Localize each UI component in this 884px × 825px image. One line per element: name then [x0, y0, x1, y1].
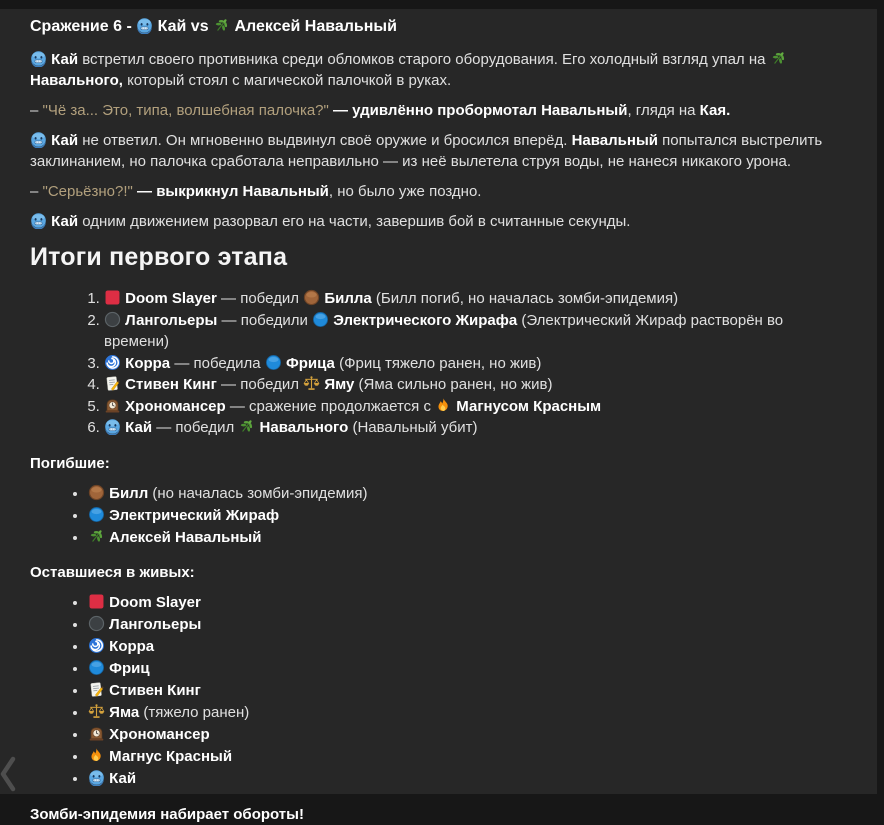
result-item: [104, 374, 851, 396]
result-item: [104, 288, 851, 310]
stage-results-heading: Итоги первого этапа: [30, 243, 288, 271]
narrative-paragraph: [30, 211, 851, 232]
bold-text: Doom Slayer: [105, 594, 201, 611]
cold-face-icon: [136, 17, 153, 34]
bold-text: Билла: [320, 290, 372, 307]
plain-text: , глядя на: [627, 102, 700, 119]
dialogue-line: [30, 100, 851, 121]
cold-face-icon: [30, 50, 47, 67]
brown-circle-icon: [88, 484, 105, 501]
bold-text: Магнус Красный: [105, 748, 233, 765]
bold-text: — удивлённо пробормотал Навальный: [328, 102, 628, 119]
plain-text: –: [30, 183, 43, 200]
plain-text: (Фриц тяжело ранен, но жив): [334, 354, 542, 372]
casualty-item: [88, 527, 851, 549]
plain-text: (тяжело ранен): [139, 704, 250, 721]
result-item: [104, 417, 851, 439]
cyclone-icon: [104, 354, 121, 371]
result-item: [104, 396, 851, 418]
plain-text: , но было уже поздно.: [328, 183, 482, 200]
herb-icon: [213, 17, 230, 34]
fire-icon: [435, 397, 452, 414]
bold-text: Навального: [255, 419, 349, 436]
bold-text: Хрономансер: [105, 726, 210, 743]
herb-icon: [238, 418, 255, 435]
cyclone-icon: [88, 637, 105, 654]
herb-icon: [770, 50, 787, 67]
bold-text: Кай: [47, 213, 79, 230]
bold-text: Фриц: [105, 660, 150, 677]
plain-text: (Яма сильно ранен, но жив): [354, 376, 553, 393]
narrative-paragraph: [30, 130, 851, 172]
plain-text: встретил своего противника среди обломков старого оборудования. Его холодный взгляд упал на: [78, 51, 770, 68]
previous-page-button[interactable]: [0, 755, 20, 793]
survivor-item: [88, 614, 851, 636]
casualties-label: [30, 453, 851, 474]
plain-text: одним движением разорвал его на части, завершив бой в считанные секунды.: [78, 213, 631, 230]
bold-text: Корра: [121, 354, 171, 372]
bold-text: Кай vs: [153, 18, 214, 35]
memo-icon: [104, 375, 121, 392]
cold-face-icon: [104, 418, 121, 435]
plain-text: (но началась зомби-эпидемия): [148, 484, 368, 502]
blue-circle-icon: [265, 354, 282, 371]
battle-results-list: [30, 288, 851, 439]
survivor-item: [88, 768, 851, 790]
survivors-label: [30, 562, 851, 583]
mantel-clock-icon: [88, 725, 105, 742]
survivor-item: [88, 680, 851, 702]
battle-title: [30, 16, 851, 37]
result-item: [104, 353, 851, 375]
bold-text: Яму: [320, 376, 355, 393]
bold-text: — выкрикнул Навальный: [132, 183, 329, 200]
bold-text: Зомби-эпидемия набирает обороты!: [30, 805, 304, 823]
bold-text: Оставшиеся в живых:: [30, 564, 195, 581]
plain-text: который стоял с магической палочкой в руках.: [122, 72, 452, 89]
plain-text: не ответил. Он мгновенно выдвинул своё оружие и бросился вперёд.: [78, 132, 572, 149]
red-square-icon: [104, 289, 121, 306]
survivor-item: [88, 746, 851, 768]
bold-text: Лангольеры: [121, 311, 218, 329]
message-content: [30, 16, 851, 825]
plain-text: попытался выстрелить заклинанием, но палочка сработала неправильно — из неё вылетела струя воды, не нанеся никакого урона.: [30, 132, 823, 170]
survivors-list: [30, 592, 851, 790]
bold-text: Doom Slayer: [121, 290, 217, 307]
quote-text: "Чё за... Это, типа, волшебная палочка?": [42, 102, 329, 119]
bold-text: Навальный: [571, 132, 658, 149]
bold-text: Навального,: [30, 72, 123, 89]
bold-text: Стивен Кинг: [105, 682, 201, 699]
mantel-clock-icon: [104, 397, 121, 414]
bold-text: Алексей Навальный: [230, 18, 397, 35]
bold-text: Электрический Жираф: [105, 506, 280, 524]
plain-text: — победили: [217, 311, 313, 329]
brown-circle-icon: [303, 289, 320, 306]
plain-text: (Билл погиб, но началась зомби-эпидемия): [371, 290, 679, 307]
narrative-paragraph: [30, 49, 851, 91]
survivor-item: [88, 658, 851, 680]
cold-face-icon: [30, 212, 47, 229]
memo-icon: [88, 681, 105, 698]
casualty-item: [88, 505, 851, 527]
bold-text: Сражение 6 -: [30, 18, 137, 35]
plain-text: (Навальный убит): [348, 419, 478, 436]
survivor-item: [88, 724, 851, 746]
bold-text: Лангольеры: [105, 616, 202, 633]
bold-text: Билл: [105, 484, 149, 502]
casualties-list: [30, 483, 851, 549]
bold-text: Яма: [105, 704, 140, 721]
result-item: [104, 310, 851, 353]
survivor-item: [88, 636, 851, 658]
bold-text: Магнусом Красным: [452, 397, 602, 415]
plain-text: –: [30, 102, 43, 119]
quote-text: "Серьёзно?!": [42, 183, 133, 200]
bold-text: Стивен Кинг: [121, 376, 217, 393]
herb-icon: [88, 528, 105, 545]
bold-text: Хрономансер: [121, 397, 226, 415]
black-circle-icon: [104, 311, 121, 328]
bold-text: Кай: [121, 419, 153, 436]
plain-text: — победил: [216, 376, 304, 393]
bold-text: Алексей Навальный: [105, 528, 262, 546]
survivor-item: [88, 702, 851, 724]
plain-text: — победил: [216, 290, 304, 307]
scales-icon: [88, 703, 105, 720]
bold-text: Кай: [47, 51, 79, 68]
plain-text: (Электрический Жираф растворён во времени): [104, 311, 784, 350]
blue-circle-icon: [88, 506, 105, 523]
bold-text: Погибшие:: [30, 454, 110, 472]
bold-text: Электрического Жирафа: [329, 311, 518, 329]
black-circle-icon: [88, 615, 105, 632]
cold-face-icon: [30, 131, 47, 148]
bold-text: Кай: [105, 770, 137, 787]
survivor-item: [88, 592, 851, 614]
dialogue-line: [30, 181, 851, 202]
status-footer: [30, 804, 851, 825]
bold-text: Фрица: [281, 354, 335, 372]
cold-face-icon: [88, 769, 105, 786]
plain-text: — победила: [170, 354, 265, 372]
bold-text: Кай: [47, 132, 79, 149]
scales-icon: [303, 375, 320, 392]
plain-text: — сражение продолжается с: [225, 397, 436, 415]
bold-text: Корра: [105, 638, 155, 655]
plain-text: — победил: [152, 419, 239, 436]
blue-circle-icon: [88, 659, 105, 676]
casualty-item: [88, 483, 851, 505]
fire-icon: [88, 747, 105, 764]
bold-text: Кая.: [699, 102, 731, 119]
content-panel: [0, 9, 877, 823]
blue-circle-icon: [312, 311, 329, 328]
red-square-icon: [88, 593, 105, 610]
chevron-left-icon: [0, 781, 20, 796]
